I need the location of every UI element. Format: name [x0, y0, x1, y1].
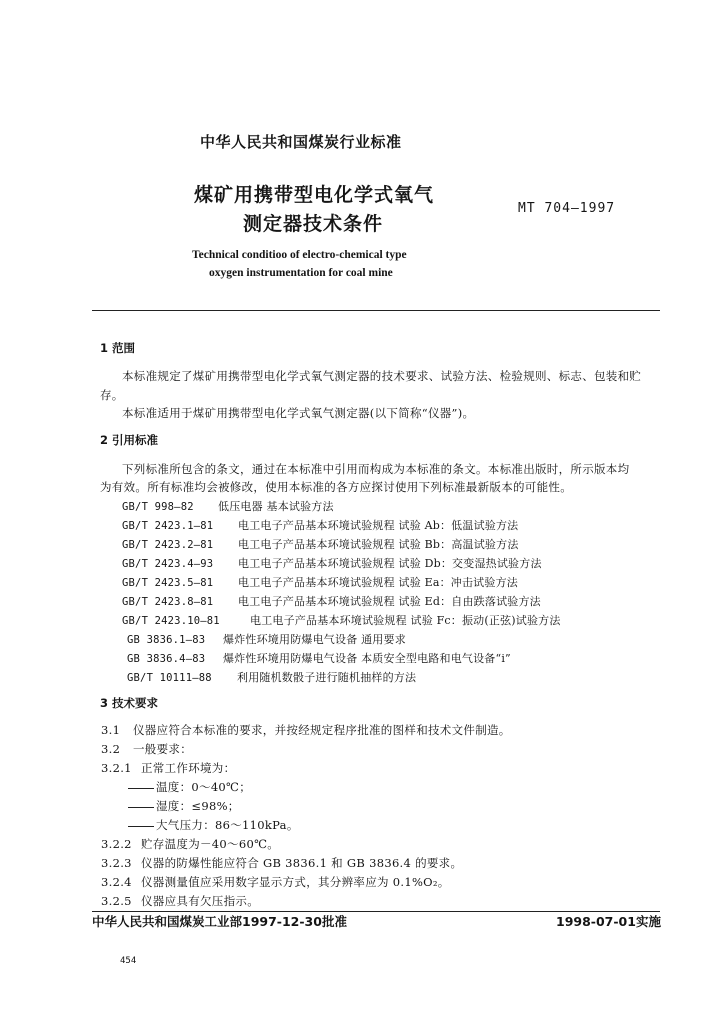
reference-title: 爆炸性环境用防爆电气设备 通用要求: [223, 633, 406, 646]
reference-title: 利用随机数骰子进行随机抽样的方法: [237, 671, 417, 684]
clause-number: 3.2.3: [101, 856, 132, 870]
dash: [128, 807, 154, 808]
clause-number: 3.2: [101, 742, 121, 756]
reference-code: GB/T 2423.1—81: [122, 520, 214, 532]
section-1-paragraph-1-line2: 存。: [100, 388, 124, 402]
reference-item: [127, 669, 416, 685]
reference-title: 低压电器 基本试验方法: [218, 500, 334, 513]
section-2-intro-line1: 下列标准所包含的条文，通过在本标准中引用而构成为本标准的条文。本标准出版时，所示版本均: [122, 462, 630, 476]
approval-line: 中华人民共和国煤炭工业部1997-12-30批准: [92, 914, 347, 929]
reference-code: GB/T 2423.10—81: [122, 615, 220, 627]
reference-item: [122, 612, 561, 628]
standard-title-en-line1: Technical conditioo of electro-chemical type: [192, 249, 407, 261]
reference-code: GB/T 2423.2—81: [122, 539, 214, 551]
clause-3-2-2: [101, 836, 279, 852]
implementation-date: 1998-07-01实施: [556, 914, 661, 929]
reference-title: 电工电子产品基本环境试验规程 试验 Ab：低温试验方法: [238, 519, 519, 532]
dash: [128, 826, 154, 827]
reference-title: 电工电子产品基本环境试验规程 试验 Fc：振动(正弦)试验方法: [250, 614, 561, 627]
reference-item: [127, 650, 511, 666]
clause-3-1: [101, 722, 511, 738]
reference-title: 电工电子产品基本环境试验规程 试验 Db：交变湿热试验方法: [238, 557, 542, 570]
reference-item: [122, 555, 542, 571]
standard-title-zh-line2: 测定器技术条件: [243, 213, 384, 235]
section-1-heading: 1 范围: [100, 341, 136, 355]
reference-code: GB/T 10111—88: [127, 672, 212, 684]
reference-code: GB/T 2423.5—81: [122, 577, 214, 589]
reference-item: [122, 593, 541, 609]
clause-text: 仪器测量值应采用数字显示方式，其分辨率应为 0.1%O₂。: [141, 875, 450, 889]
dash: [128, 788, 154, 789]
clause-number: 3.2.5: [101, 894, 132, 908]
reference-code: GB 3836.4—83: [127, 653, 206, 665]
reference-code: GB/T 998—82: [122, 501, 194, 513]
clause-3-2-3: [101, 855, 462, 871]
issuing-org-title: 中华人民共和国煤炭行业标准: [200, 133, 402, 151]
clause-3-2-4: [101, 874, 450, 890]
clause-number: 3.2.4: [101, 875, 132, 889]
reference-item: [127, 631, 406, 647]
standard-title-en-line2: oxygen instrumentation for coal mine: [209, 267, 393, 279]
reference-code: GB 3836.1—83: [127, 634, 206, 646]
clause-3-2-5: [101, 893, 259, 909]
reference-title: 电工电子产品基本环境试验规程 试验 Bb：高温试验方法: [238, 538, 519, 551]
clause-number: 3.2.2: [101, 837, 132, 851]
standard-number: MT 704—1997: [518, 201, 616, 216]
clause-text: 一般要求：: [133, 742, 192, 756]
clause-3-2: [101, 741, 192, 757]
reference-code: GB/T 2423.8—81: [122, 596, 214, 608]
reference-item: [122, 517, 518, 533]
section-2-heading: 2 引用标准: [100, 433, 159, 447]
reference-title: 电工电子产品基本环境试验规程 试验 Ed：自由跌落试验方法: [238, 595, 541, 608]
clause-text: 仪器的防爆性能应符合 GB 3836.1 和 GB 3836.4 的要求。: [141, 856, 463, 870]
section-1-paragraph-1-line1: 本标准规定了煤矿用携带型电化学式氧气测定器的技术要求、试验方法、检验规则、标志、包装和贮: [122, 369, 642, 383]
clause-3-2-1: [101, 760, 235, 776]
clause-number: 3.1: [101, 723, 121, 737]
clause-text: 正常工作环境为：: [141, 761, 236, 775]
env-temperature: 温度：0～40℃；: [128, 779, 251, 795]
section-2-intro-line2: 为有效。所有标准均会被修改，使用本标准的各方应探讨使用下列标准最新版本的可能性。: [100, 480, 572, 494]
reference-code: GB/T 2423.4—93: [122, 558, 214, 570]
page-number: 454: [120, 956, 137, 966]
clause-text: 仪器应符合本标准的要求，并按经规定程序批准的图样和技术文件制造。: [133, 723, 511, 737]
section-1-paragraph-2: 本标准适用于煤矿用携带型电化学式氧气测定器(以下简称“仪器”)。: [122, 406, 475, 420]
env-pressure: 大气压力：86～110kPa。: [128, 817, 299, 833]
reference-title: 爆炸性环境用防爆电气设备 本质安全型电路和电气设备“i”: [223, 652, 511, 665]
section-3-heading: 3 技术要求: [100, 696, 159, 710]
reference-item: [122, 536, 519, 552]
clause-text: 贮存温度为－40～60℃。: [141, 837, 280, 851]
env-humidity: 湿度：≤98%；: [128, 798, 240, 814]
clause-text: 仪器应具有欠压指示。: [141, 894, 259, 908]
reference-item: [122, 574, 518, 590]
clause-number: 3.2.1: [101, 761, 132, 775]
standard-title-zh-line1: 煤矿用携带型电化学式氧气: [194, 184, 435, 206]
header-divider: [92, 310, 660, 311]
reference-item: [122, 498, 334, 514]
reference-title: 电工电子产品基本环境试验规程 试验 Ea：冲击试验方法: [238, 576, 518, 589]
